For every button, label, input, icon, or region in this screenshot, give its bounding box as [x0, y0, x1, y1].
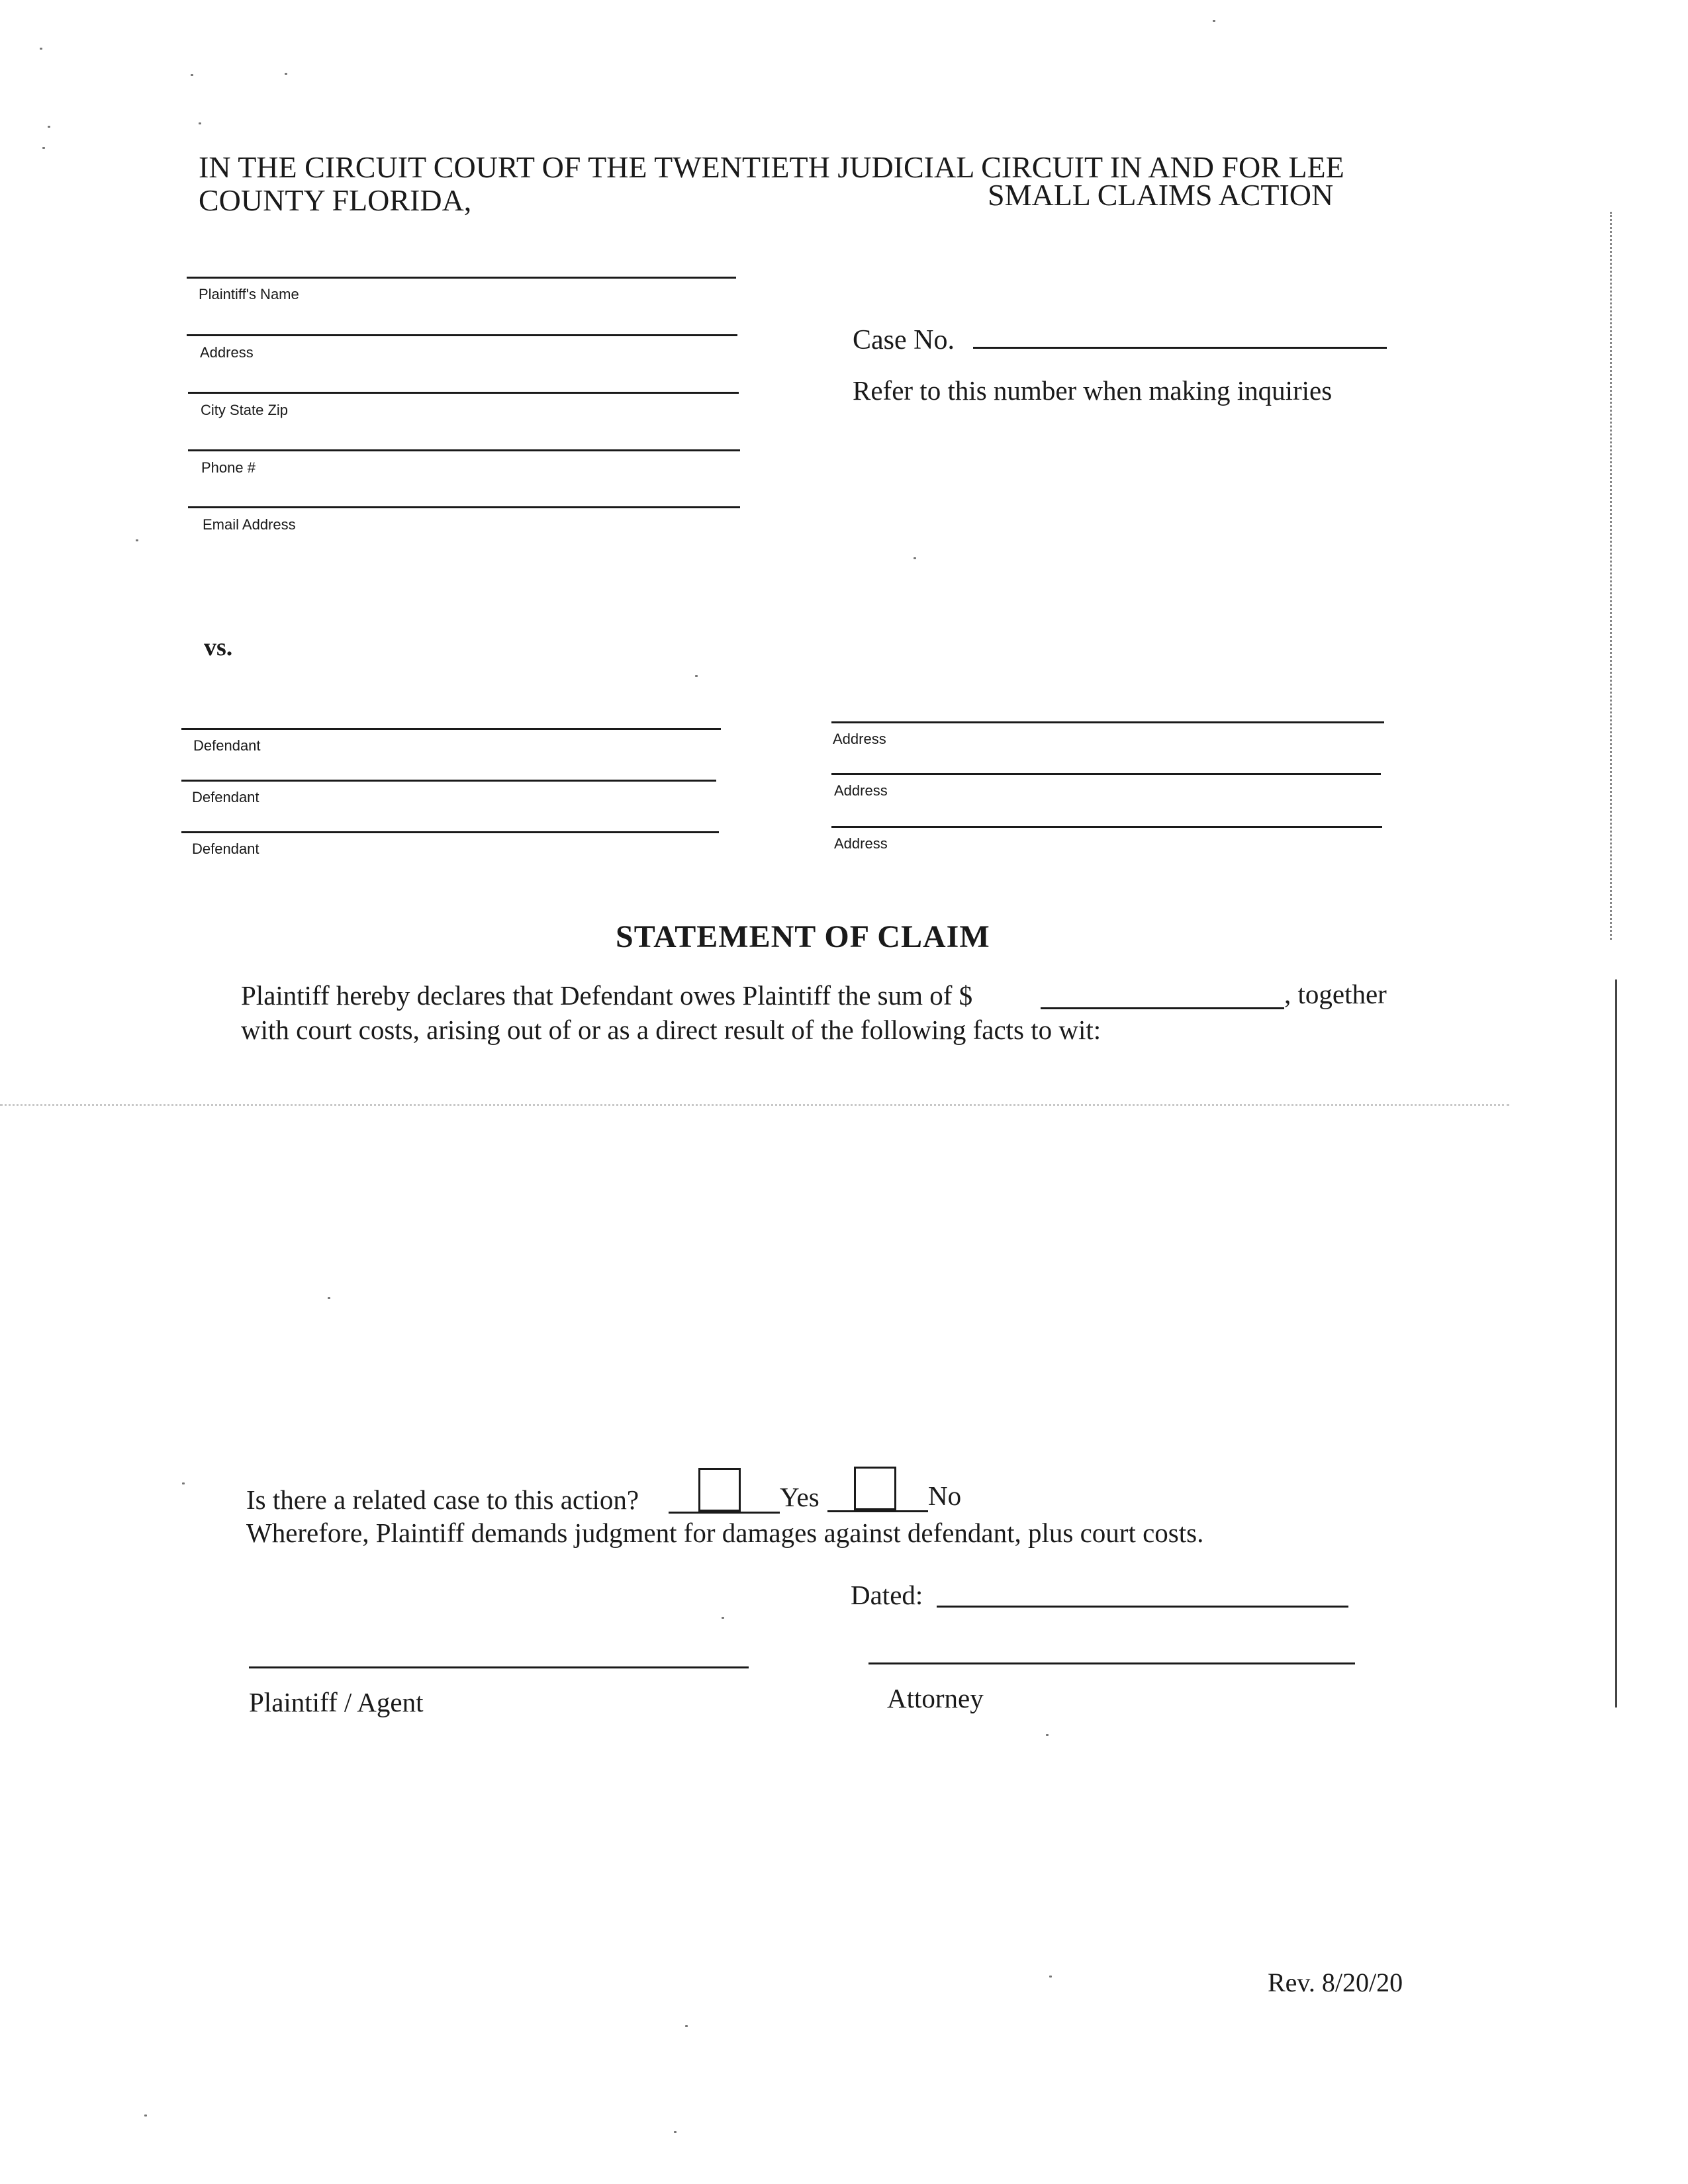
- scan-speck: [1049, 1976, 1052, 1978]
- defendant-1-line[interactable]: [181, 728, 721, 730]
- plaintiff-city-state-zip-label: City State Zip: [201, 402, 289, 418]
- scan-speck: [695, 675, 698, 677]
- scan-margin-rule: [1615, 979, 1617, 1707]
- defendant-2-address-label: Address: [834, 782, 888, 799]
- defendant-2-address-line[interactable]: [831, 773, 1381, 775]
- court-heading-line-2: COUNTY FLORIDA,: [199, 183, 472, 217]
- dated-label: Dated:: [851, 1580, 923, 1610]
- related-case-question: Is there a related case to this action?: [246, 1484, 639, 1515]
- scan-speck: [722, 1617, 724, 1619]
- case-number-note: Refer to this number when making inquiries: [853, 375, 1333, 406]
- plaintiff-signature-line[interactable]: [249, 1666, 749, 1668]
- scan-speck: [40, 48, 42, 50]
- wherefore-statement: Wherefore, Plaintiff demands judgment for damages against defendant, plus court costs.: [246, 1518, 1204, 1548]
- scan-artifact-row: [0, 1104, 1509, 1106]
- defendant-3-label: Defendant: [192, 841, 259, 857]
- defendant-1-address-label: Address: [833, 731, 886, 747]
- dated-line[interactable]: [937, 1606, 1348, 1608]
- scan-speck: [1213, 20, 1215, 22]
- claim-text-line-1-start: Plaintiff hereby declares that Defendant owes Plaintiff the sum of $: [241, 980, 973, 1011]
- plaintiff-email-label: Email Address: [203, 516, 296, 533]
- plaintiff-agent-label: Plaintiff / Agent: [249, 1687, 424, 1717]
- small-claims-action-label: SMALL CLAIMS ACTION: [988, 178, 1334, 212]
- defendant-2-line[interactable]: [181, 780, 716, 782]
- scan-speck: [48, 126, 50, 128]
- related-case-no-underline: [827, 1510, 928, 1512]
- scan-speck: [914, 557, 916, 559]
- defendant-3-line[interactable]: [181, 831, 719, 833]
- plaintiff-phone-line[interactable]: [188, 449, 740, 451]
- scan-margin-rule: [1610, 212, 1612, 940]
- scan-speck: [1046, 1734, 1049, 1736]
- related-case-no-label: No: [928, 1480, 962, 1511]
- scan-speck: [328, 1297, 330, 1299]
- scan-speck: [674, 2131, 677, 2133]
- plaintiff-address-line[interactable]: [187, 334, 737, 336]
- scan-speck: [199, 122, 201, 124]
- plaintiff-city-state-zip-line[interactable]: [188, 392, 739, 394]
- attorney-signature-line[interactable]: [868, 1662, 1355, 1664]
- plaintiff-phone-label: Phone #: [201, 459, 256, 476]
- defendant-1-label: Defendant: [193, 737, 261, 754]
- related-case-yes-underline: [669, 1512, 780, 1514]
- claim-text-line-2: with court costs, arising out of or as a direct result of the following facts to wit:: [241, 1015, 1102, 1045]
- defendant-1-address-line[interactable]: [831, 721, 1384, 723]
- defendant-3-address-line[interactable]: [831, 826, 1382, 828]
- plaintiff-address-label: Address: [200, 344, 254, 361]
- plaintiff-name-line[interactable]: [187, 277, 736, 279]
- related-case-yes-checkbox[interactable]: [698, 1468, 741, 1512]
- scan-speck: [144, 2115, 147, 2116]
- claim-text-line-1-end: , together: [1284, 979, 1387, 1009]
- scan-speck: [685, 2025, 688, 2027]
- scan-speck: [285, 73, 287, 75]
- revision-date: Rev. 8/20/20: [1268, 1968, 1403, 1997]
- scan-speck: [42, 147, 45, 149]
- defendant-2-label: Defendant: [192, 789, 259, 805]
- scan-speck: [136, 539, 138, 541]
- case-number-line[interactable]: [973, 347, 1387, 349]
- attorney-label: Attorney: [887, 1683, 984, 1713]
- court-heading-line-1: IN THE CIRCUIT COURT OF THE TWENTIETH JUDICIAL CIRCUIT IN AND FOR LEE: [199, 150, 1344, 184]
- case-number-label: Case No.: [853, 325, 955, 355]
- defendant-3-address-label: Address: [834, 835, 888, 852]
- claim-amount-line[interactable]: [1041, 1007, 1284, 1009]
- plaintiff-email-line[interactable]: [188, 506, 740, 508]
- statement-of-claim-title: STATEMENT OF CLAIM: [616, 919, 990, 954]
- scan-speck: [191, 74, 193, 76]
- related-case-no-checkbox[interactable]: [854, 1467, 896, 1510]
- plaintiff-name-label: Plaintiff's Name: [199, 286, 299, 302]
- versus-label: vs.: [204, 633, 233, 661]
- scan-speck: [182, 1482, 185, 1484]
- related-case-yes-label: Yes: [780, 1482, 820, 1512]
